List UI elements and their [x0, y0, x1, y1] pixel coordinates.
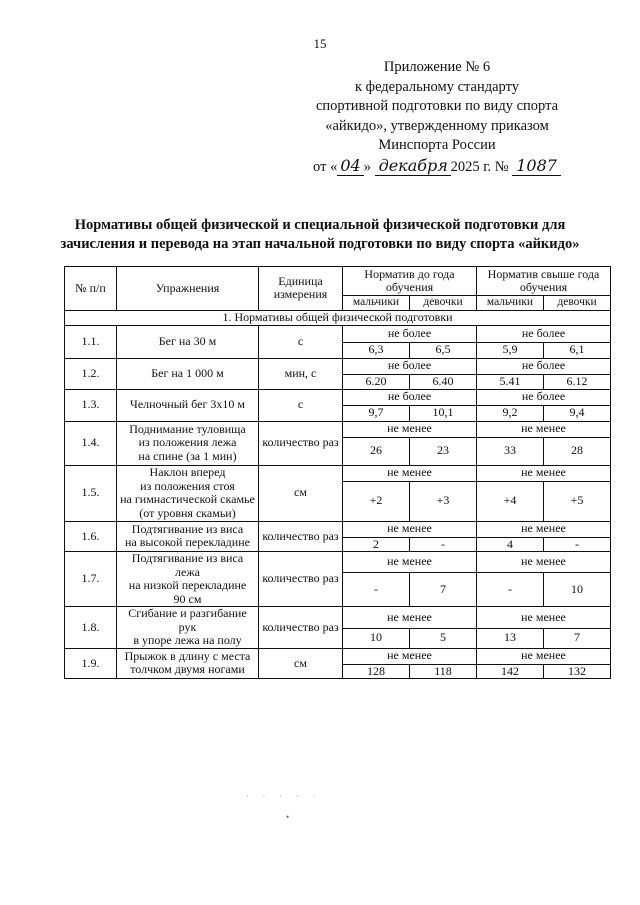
condition-cell: не более [477, 358, 611, 374]
condition-cell: не менее [343, 421, 477, 437]
condition-cell: не менее [343, 465, 477, 481]
row-number: 1.1. [65, 325, 117, 358]
order-mid: » [363, 158, 371, 175]
table-row [65, 465, 611, 481]
exercise-line: (от уровня скамьи) [139, 505, 236, 520]
unit-cell: мин, с [259, 358, 343, 389]
condition-cell: не менее [477, 607, 611, 629]
exercise-cell [117, 389, 259, 421]
value-cell: 13 [477, 628, 544, 648]
condition-cell: не более [477, 389, 611, 405]
row-number: 1.9. [65, 648, 117, 679]
order-month: декабря [375, 156, 451, 177]
row-number: 1.8. [65, 607, 117, 649]
title-line: Нормативы общей физической и специальной физической подготовки для [74, 217, 566, 233]
row-number: 1.7. [65, 552, 117, 607]
value-cell: 2 [343, 537, 410, 552]
exercise-line: на низкой перекладине [128, 578, 247, 592]
condition-cell: не более [343, 389, 477, 405]
unit-cell: количество раз [259, 552, 343, 607]
exercise-cell [117, 465, 259, 521]
exercise-line: 90 см [173, 591, 202, 606]
exercise-line: Наклон вперед [149, 465, 226, 479]
unit-cell: количество раз [259, 421, 343, 465]
value-cell: 132 [544, 664, 611, 679]
table-row [65, 607, 611, 629]
value-cell: 6,5 [410, 342, 477, 358]
order-prefix: от « [313, 158, 338, 175]
row-number: 1.4. [65, 421, 117, 465]
table-row [65, 325, 611, 342]
exercise-cell [117, 325, 259, 358]
table-row [65, 358, 611, 374]
exercise-line: Поднимание туловища [129, 421, 246, 436]
order-line [292, 156, 582, 178]
exercise-line: на гимнастической скамье [120, 492, 255, 506]
order-day: 04 [337, 156, 363, 177]
condition-cell: не более [477, 325, 611, 342]
value-cell: +4 [477, 481, 544, 521]
exercise-line: Сгибание и разгибание рук [128, 606, 247, 634]
value-cell: 6.20 [343, 374, 410, 389]
value-cell: 28 [544, 437, 611, 465]
scan-dot: • [286, 812, 290, 822]
annex-header [292, 58, 582, 177]
value-cell: 6,3 [343, 342, 410, 358]
condition-cell: не менее [477, 521, 611, 537]
annex-line: Минспорта России [378, 137, 496, 153]
exercise-line: толчком двумя ногами [130, 662, 245, 677]
exercise-line: из положения лежа [138, 435, 237, 450]
table-row [65, 421, 611, 437]
scan-marks: · · · · · [246, 792, 322, 801]
unit-cell: количество раз [259, 607, 343, 649]
condition-cell: не более [343, 325, 477, 342]
condition-cell: не более [343, 358, 477, 374]
value-cell: 23 [410, 437, 477, 465]
value-cell: 118 [410, 664, 477, 679]
header-unit: Единица измерения [259, 267, 343, 311]
header-girls: девочки [544, 296, 611, 311]
table-row [65, 521, 611, 537]
table-row [65, 389, 611, 405]
exercise-line: Бег на 30 м [158, 333, 217, 348]
value-cell: +2 [343, 481, 410, 521]
section-title: 1. Нормативы общей физической подготовки [65, 310, 611, 325]
value-cell: +3 [410, 481, 477, 521]
value-cell: 5,9 [477, 342, 544, 358]
value-cell: 10 [343, 628, 410, 648]
value-cell: 128 [343, 664, 410, 679]
exercise-cell [117, 358, 259, 389]
exercise-line: на спине (за 1 мин) [138, 448, 237, 463]
value-cell: 7 [544, 628, 611, 648]
exercise-line: Подтягивание из виса лежа [131, 551, 244, 579]
condition-cell: не менее [477, 465, 611, 481]
order-year: 2025 г. № [450, 158, 509, 175]
condition-cell: не менее [343, 607, 477, 629]
condition-cell: не менее [343, 552, 477, 573]
title-line: зачисления и перевода на этап начальной подготовки по виду спорта «айкидо» [60, 236, 580, 252]
exercise-line: на высокой перекладине [125, 535, 250, 550]
value-cell: 6,1 [544, 342, 611, 358]
exercise-line: Челночный бег 3х10 м [130, 397, 245, 412]
exercise-cell [117, 607, 259, 649]
norms-table [64, 266, 611, 679]
order-number: 1087 [512, 156, 561, 177]
value-cell: - [343, 572, 410, 606]
unit-cell: количество раз [259, 521, 343, 552]
exercise-line: из положения стоя [140, 478, 235, 493]
unit-cell: см [259, 648, 343, 679]
exercise-cell [117, 521, 259, 552]
header-group-1: Норматив до года обучения [343, 267, 477, 296]
value-cell: 4 [477, 537, 544, 552]
value-cell: - [544, 537, 611, 552]
condition-cell: не менее [477, 552, 611, 573]
annex-line: «айкидо», утвержденному приказом [325, 117, 549, 134]
value-cell: - [477, 572, 544, 606]
header-exercise: Упражнения [117, 267, 259, 311]
table-row [65, 648, 611, 664]
unit-cell: с [259, 325, 343, 358]
row-number: 1.3. [65, 389, 117, 421]
exercise-cell [117, 552, 259, 607]
value-cell: 26 [343, 437, 410, 465]
table-row [65, 552, 611, 573]
header-group-2: Норматив свыше года обучения [477, 267, 611, 296]
value-cell: 10 [544, 572, 611, 606]
condition-cell: не менее [343, 521, 477, 537]
exercise-cell [117, 421, 259, 465]
exercise-line: в упоре лежа на полу [133, 633, 242, 647]
header-num: № п/п [65, 267, 117, 311]
header-boys: мальчики [477, 296, 544, 311]
value-cell: 5.41 [477, 374, 544, 389]
condition-cell: не менее [477, 421, 611, 437]
header-girls: девочки [410, 296, 477, 311]
value-cell: 33 [477, 437, 544, 465]
exercise-line: Прыжок в длину с места [124, 648, 251, 663]
annex-title: Приложение № 6 [383, 59, 491, 75]
condition-cell: не менее [343, 648, 477, 664]
unit-cell: см [259, 465, 343, 521]
value-cell: 6.40 [410, 374, 477, 389]
row-number: 1.6. [65, 521, 117, 552]
value-cell: 6.12 [544, 374, 611, 389]
row-number: 1.2. [65, 358, 117, 389]
exercise-line: Подтягивание из виса [131, 521, 244, 536]
exercise-cell [117, 648, 259, 679]
exercise-line: Бег на 1 000 м [151, 365, 224, 380]
annex-line: спортивной подготовки по виду спорта [315, 98, 559, 114]
value-cell: 10,1 [410, 405, 477, 421]
value-cell: +5 [544, 481, 611, 521]
page-number: 15 [313, 36, 327, 51]
value-cell: 7 [410, 572, 477, 606]
value-cell: 9,2 [477, 405, 544, 421]
value-cell: 9,4 [544, 405, 611, 421]
value-cell: - [410, 537, 477, 552]
value-cell: 5 [410, 628, 477, 648]
unit-cell: с [259, 389, 343, 421]
value-cell: 9,7 [343, 405, 410, 421]
condition-cell: не менее [477, 648, 611, 664]
value-cell: 142 [477, 664, 544, 679]
row-number: 1.5. [65, 465, 117, 521]
annex-line: к федеральному стандарту [355, 78, 519, 95]
header-boys: мальчики [343, 296, 410, 311]
document-title [30, 216, 610, 254]
